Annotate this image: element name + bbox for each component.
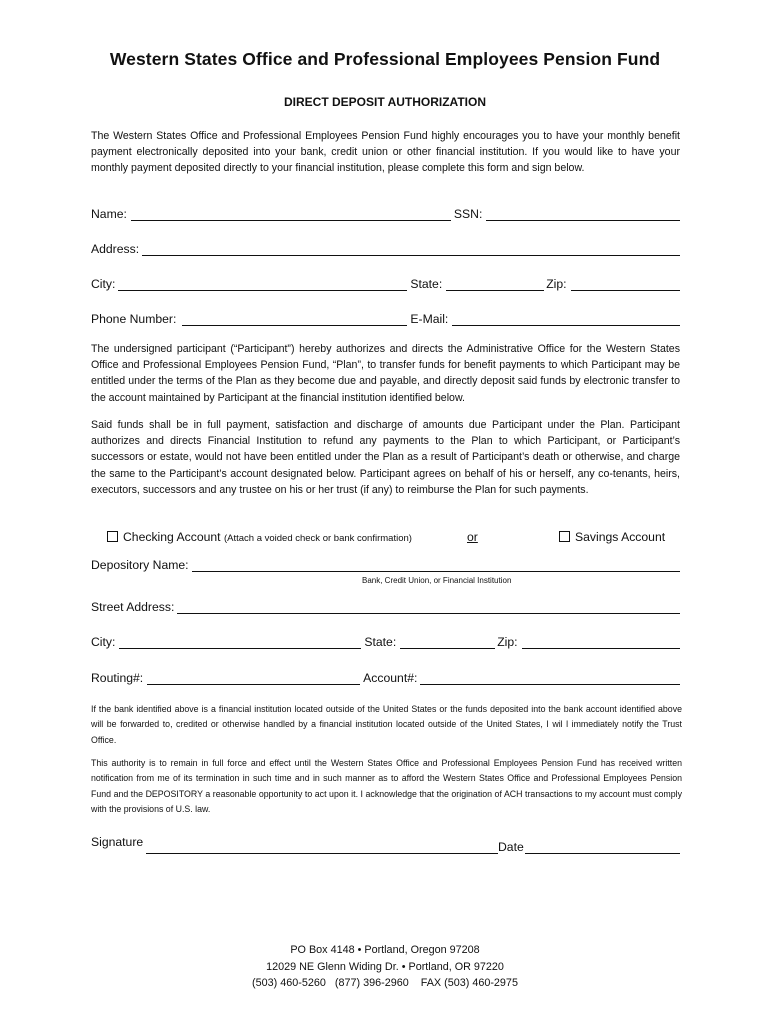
document-subtitle: DIRECT DEPOSIT AUTHORIZATION [284, 95, 486, 109]
zip-field[interactable] [571, 276, 680, 291]
name-field[interactable] [131, 206, 451, 221]
checking-label: Checking Account [123, 530, 221, 544]
zip-label: Zip: [546, 277, 567, 291]
bank-city-state-zip-row [91, 634, 680, 649]
checking-note: (Attach a voided check or bank confirmation) [223, 533, 412, 544]
street-address-label: Street Address: [91, 600, 175, 614]
document-title: Western States Office and Professional Employees Pension Fund [109, 49, 661, 69]
phone-email-row [91, 311, 680, 326]
routing-account-row [91, 670, 680, 685]
name-ssn-row [91, 206, 680, 221]
refund-paragraph: Said funds shall be in full payment, satisfaction and discharge of amounts due Participant under the Plan. Participant authorizes and directs Financial Institution to refund any payments to the Plan to which Participant, or Participant’s successors or estate, would not have been entitled under the Plan as a result of Participant’s death or otherwise, and charge the same to the Participant’s account designated below. Participant agrees on behalf of his or herself, any co-tenants, heirs, executors, successors and any trustee on his or her trust (if any) to reimburse the Plan for such payments. [91, 419, 680, 496]
bank-city-field[interactable] [119, 634, 361, 649]
footer-phone-numbers: (503) 460-5260 (877) 396-2960 FAX (503) 460-2975 [252, 977, 518, 989]
checking-checkbox[interactable] [107, 531, 118, 542]
bank-zip-field[interactable] [522, 634, 680, 649]
footer-po-box: PO Box 4148 • Portland, Oregon 97208 [290, 944, 480, 956]
bank-state-label: State: [364, 635, 397, 649]
name-label: Name: [91, 207, 127, 221]
address-row [91, 241, 680, 256]
depository-field[interactable] [192, 557, 680, 572]
signature-field[interactable] [146, 839, 498, 854]
date-label: Date [498, 840, 524, 854]
foreign-institution-paragraph: If the bank identified above is a financial institution located outside of the United States or the funds deposited into the bank account identified above will be forwarded to, credited or otherwise handled by a financial institution located outside of the United States, I wil l immediately notify the Trust Office. [91, 704, 682, 745]
or-separator: or [467, 530, 478, 544]
authorization-paragraph: The undersigned participant (“Participant”) hereby authorizes and directs the Administrative Office for the Western States Office and Professional Employees Pension Fund, “Plan”, to transfer funds for benefit payments to which Participant may be entitled under the terms of the Plan as they become due and payable, and directly deposit said funds by electronic transfer to the account maintained by Participant at the financial institution identified below. [91, 343, 680, 404]
city-label: City: [91, 277, 116, 291]
intro-paragraph: The Western States Office and Professional Employees Pension Fund highly encourages you to have your monthly benefit payment electronically deposited into your bank, credit union or other financial institution. If you would like to have your monthly payment deposited directly to your financial institution, please complete this form and sign below. [91, 130, 680, 175]
savings-checkbox[interactable] [559, 531, 570, 542]
savings-account-option[interactable] [559, 530, 665, 544]
depository-caption: Bank, Credit Union, or Financial Institution [362, 576, 512, 585]
signature-label: Signature [91, 835, 144, 849]
bank-zip-label: Zip: [497, 635, 518, 649]
date-field[interactable] [525, 839, 680, 854]
phone-field[interactable] [182, 311, 407, 326]
email-label: E-Mail: [410, 312, 449, 326]
phone-label: Phone Number: [91, 312, 177, 326]
routing-label: Routing#: [91, 671, 144, 685]
ssn-field[interactable] [486, 206, 680, 221]
street-address-row [91, 599, 680, 614]
email-field[interactable] [452, 311, 680, 326]
ssn-label: SSN: [453, 207, 483, 221]
city-field[interactable] [118, 276, 407, 291]
city-state-zip-row [91, 276, 680, 291]
checking-account-option[interactable] [107, 530, 412, 544]
routing-field[interactable] [147, 670, 360, 685]
bank-state-field[interactable] [400, 634, 495, 649]
state-label: State: [410, 277, 443, 291]
address-field[interactable] [142, 241, 680, 256]
authority-duration-paragraph: This authority is to remain in full force and effect until the Western States Office and Professional Employees Pension Fund has received written notification from me of its termination in such time and in such manner as to afford the Western States Office and Professional Employees Pension Fund and the DEPOSITORY a reasonable opportunity to act upon it. I acknowledge that the origination of ACH transactions to my account must comply with the provisions of U.S. law. [91, 758, 682, 814]
depository-label: Depository Name: [91, 558, 189, 572]
depository-row [91, 557, 680, 572]
footer-street-address: 12029 NE Glenn Widing Dr. • Portland, OR 97220 [266, 961, 504, 973]
street-address-field[interactable] [177, 599, 680, 614]
savings-label: Savings Account [575, 530, 666, 544]
state-field[interactable] [446, 276, 544, 291]
account-field[interactable] [420, 670, 680, 685]
bank-city-label: City: [91, 635, 116, 649]
address-label: Address: [91, 242, 140, 256]
account-label: Account#: [363, 671, 418, 685]
